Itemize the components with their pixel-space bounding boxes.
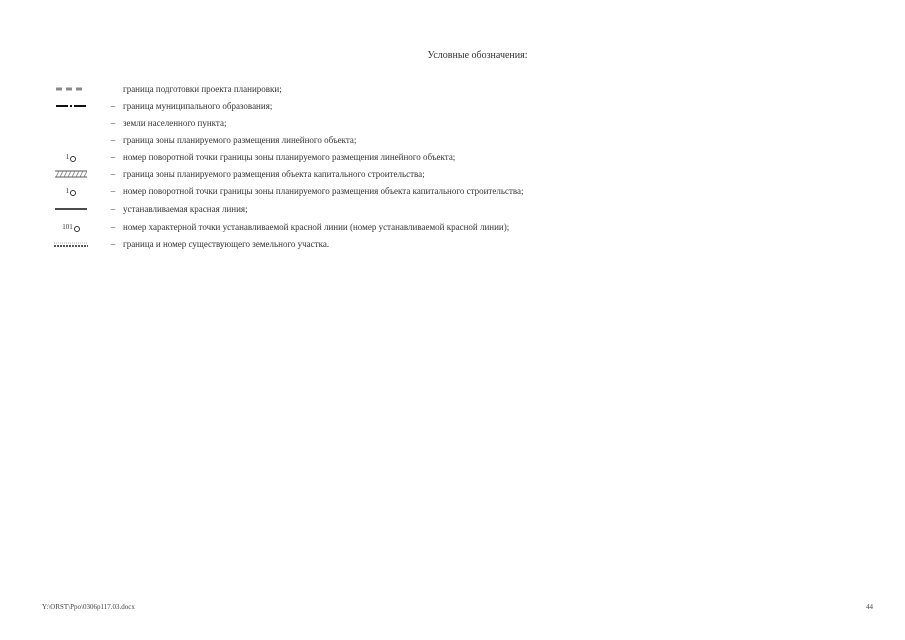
legend-item	[50, 235, 650, 252]
point-number-icon	[50, 220, 92, 234]
dashed-gray-line-icon	[50, 82, 92, 96]
footer-file-path: Y:\ORST\Ppo\0306p117.03.docx	[42, 603, 135, 611]
page-number: 44	[866, 603, 873, 611]
legend-item	[50, 182, 650, 199]
point-number-label: 101	[62, 222, 73, 231]
legend-dash: –	[110, 185, 116, 196]
legend-text: номер поворотной точки границы зоны планируемого размещения объекта капитального строительства;	[123, 185, 524, 196]
point-number-label: 1	[65, 152, 70, 161]
empty-symbol	[50, 116, 92, 130]
legend-item	[50, 199, 650, 218]
legend-dash: –	[110, 168, 116, 179]
legend-text: земли населенного пункта;	[123, 117, 227, 128]
solid-line-icon	[50, 202, 92, 216]
legend-item	[50, 165, 650, 182]
legend-dash: –	[110, 151, 116, 162]
legend-text: номер характерной точки устанавливаемой красной линии (номер устанавливаемой красной линии);	[123, 221, 510, 232]
legend-text: граница зоны планируемого размещения линейного объекта;	[123, 134, 357, 145]
legend-text: граница подготовки проекта планировки;	[123, 83, 282, 94]
legend-text: граница муниципального образования;	[123, 100, 273, 111]
point-number-label: 1	[65, 186, 70, 195]
legend-dash: –	[110, 203, 116, 214]
legend-dash: –	[110, 238, 116, 249]
point-number-icon	[50, 184, 92, 198]
legend-item	[50, 97, 650, 114]
empty-symbol	[50, 133, 92, 147]
hatched-border-icon	[50, 167, 92, 181]
legend-item	[50, 131, 650, 148]
legend-title: Условные обозначения:	[427, 50, 528, 61]
legend-text: устанавливаемая красная линия;	[123, 203, 248, 214]
legend-text: граница зоны планируемого размещения объекта капитального строительства;	[123, 168, 425, 179]
legend-item	[50, 114, 650, 131]
legend-item	[50, 148, 650, 165]
legend-dash: –	[110, 117, 116, 128]
legend-text: номер поворотной точки границы зоны планируемого размещения линейного объекта;	[123, 151, 456, 162]
legend-text: граница и номер существующего земельного участка.	[123, 238, 330, 249]
dash-dot-black-line-icon	[50, 99, 92, 113]
legend-dash: –	[110, 134, 116, 145]
legend-dash: –	[110, 221, 116, 232]
legend-item	[50, 80, 650, 97]
parcel-border-icon	[50, 237, 92, 251]
legend-item	[50, 218, 650, 235]
point-number-icon	[50, 150, 92, 164]
legend-dash: –	[110, 100, 116, 111]
legend-list	[50, 80, 650, 252]
